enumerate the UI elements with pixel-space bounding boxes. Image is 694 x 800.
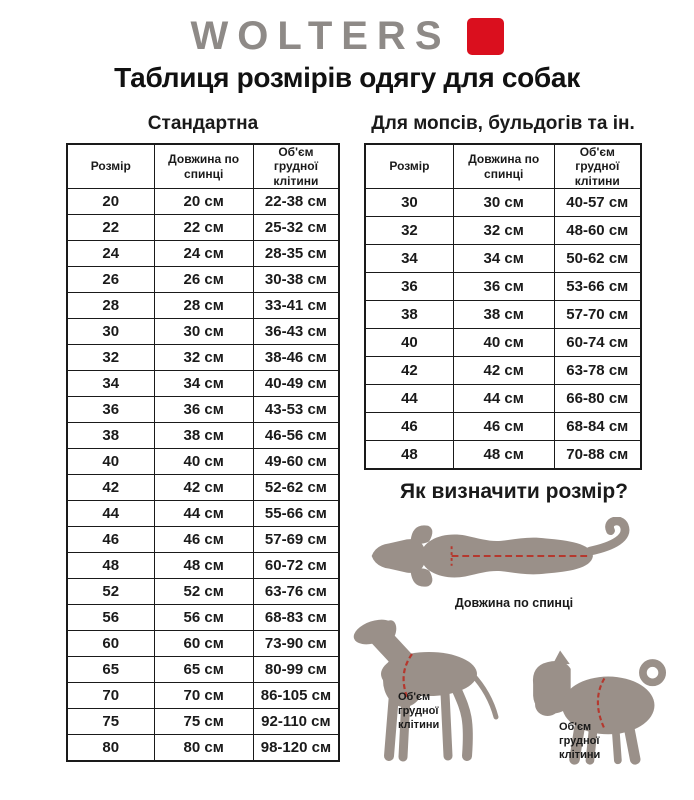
table-cell: 49-60 см — [253, 449, 339, 475]
table-cell: 63-76 см — [253, 579, 339, 605]
table-cell: 22 — [67, 215, 154, 241]
table-row — [67, 293, 339, 319]
table-cell: 36-43 см — [253, 319, 339, 345]
table-row — [365, 301, 641, 329]
table-cell: 42 см — [154, 475, 253, 501]
table-cell: 48-60 см — [554, 217, 641, 245]
table-row — [67, 501, 339, 527]
table-cell: 30 см — [154, 319, 253, 345]
table-row — [67, 605, 339, 631]
table-cell: 60 — [67, 631, 154, 657]
table-cell: 38 — [365, 301, 453, 329]
table-cell: 38 см — [453, 301, 554, 329]
table-row — [365, 441, 641, 469]
bulldog-side-view-figure — [519, 638, 684, 768]
table-cell: 48 — [67, 553, 154, 579]
table-cell: 48 см — [154, 553, 253, 579]
brand-logo-text: WOLTERS — [190, 14, 451, 58]
pugs-size-table — [364, 143, 642, 470]
table-cell: 40 см — [453, 329, 554, 357]
table-row — [67, 579, 339, 605]
column-header: Розмір — [67, 144, 154, 189]
table-cell: 34 см — [154, 371, 253, 397]
table-cell: 42 — [365, 357, 453, 385]
chest-volume-label: Об'єм грудної клітини — [559, 720, 601, 762]
table-cell: 20 см — [154, 189, 253, 215]
table-cell: 46 см — [453, 413, 554, 441]
table-cell: 32 — [365, 217, 453, 245]
header-row — [67, 144, 339, 189]
table-cell: 26 — [67, 267, 154, 293]
dog-head-shape — [372, 539, 425, 573]
table-cell: 28 см — [154, 293, 253, 319]
pugs-table-section — [364, 113, 642, 768]
back-length-label: Довжина по спинці — [454, 595, 574, 610]
table-cell: 38-46 см — [253, 345, 339, 371]
table-cell: 75 — [67, 709, 154, 735]
table-cell: 40 — [365, 329, 453, 357]
table-cell: 48 см — [453, 441, 554, 469]
table-row — [365, 273, 641, 301]
table-cell: 28-35 см — [253, 241, 339, 267]
table-cell: 40-57 см — [554, 189, 641, 217]
table-cell: 24 см — [154, 241, 253, 267]
table-cell: 86-105 см — [253, 683, 339, 709]
dog-top-view-illustration — [364, 517, 664, 595]
table-cell: 55-66 см — [253, 501, 339, 527]
table-cell: 68-83 см — [253, 605, 339, 631]
table-cell: 36 см — [154, 397, 253, 423]
table-cell: 28 — [67, 293, 154, 319]
table-cell: 30 см — [453, 189, 554, 217]
dog-side-view-figure — [344, 614, 504, 768]
table-cell: 42 см — [453, 357, 554, 385]
table-cell: 80 — [67, 735, 154, 761]
table-cell: 30-38 см — [253, 267, 339, 293]
table-cell: 46-56 см — [253, 423, 339, 449]
table-row — [67, 735, 339, 761]
dog-leg-shape — [389, 694, 394, 756]
table-row — [67, 631, 339, 657]
column-header: Об'єм грудної клітини — [554, 144, 641, 189]
table-cell: 57-69 см — [253, 527, 339, 553]
table-cell: 26 см — [154, 267, 253, 293]
table-cell: 34 — [67, 371, 154, 397]
table-cell: 52 — [67, 579, 154, 605]
table-cell: 32 — [67, 345, 154, 371]
table-cell: 40 см — [154, 449, 253, 475]
column-header: Довжина по спинці — [154, 144, 253, 189]
table-cell: 44 — [67, 501, 154, 527]
table-row — [67, 189, 339, 215]
table-cell: 80-99 см — [253, 657, 339, 683]
brand-header — [0, 0, 694, 56]
table-cell: 57-70 см — [554, 301, 641, 329]
table-cell: 30 — [67, 319, 154, 345]
table-cell: 32 см — [154, 345, 253, 371]
table-cell: 36 — [365, 273, 453, 301]
standard-size-table — [66, 143, 340, 762]
table-cell: 68-84 см — [554, 413, 641, 441]
table-cell: 80 см — [154, 735, 253, 761]
table-cell: 73-90 см — [253, 631, 339, 657]
table-cell: 98-120 см — [253, 735, 339, 761]
table-row — [365, 189, 641, 217]
standard-table-caption: Стандартна — [147, 113, 259, 134]
table-cell: 44 см — [154, 501, 253, 527]
column-header: Розмір — [365, 144, 453, 189]
table-cell: 70 см — [154, 683, 253, 709]
table-cell: 48 — [365, 441, 453, 469]
table-cell: 65 см — [154, 657, 253, 683]
table-row — [67, 371, 339, 397]
large-dog-side-illustration — [344, 614, 504, 764]
table-cell: 46 — [67, 527, 154, 553]
table-cell: 36 см — [453, 273, 554, 301]
table-cell: 22-38 см — [253, 189, 339, 215]
table-cell: 60 см — [154, 631, 253, 657]
table-cell: 25-32 см — [253, 215, 339, 241]
table-cell: 63-78 см — [554, 357, 641, 385]
table-cell: 40 — [67, 449, 154, 475]
table-row — [67, 709, 339, 735]
table-row — [365, 217, 641, 245]
table-cell: 38 см — [154, 423, 253, 449]
header-row — [365, 144, 641, 189]
dog-curled-tail-shape — [643, 663, 662, 682]
how-to-measure-section — [344, 480, 684, 768]
table-cell: 36 — [67, 397, 154, 423]
table-cell: 40-49 см — [253, 371, 339, 397]
column-header: Довжина по спинці — [453, 144, 554, 189]
table-cell: 34 — [365, 245, 453, 273]
table-row — [365, 329, 641, 357]
table-cell: 92-110 см — [253, 709, 339, 735]
how-to-measure-title: Як визначити розмір? — [400, 479, 628, 503]
table-cell: 53-66 см — [554, 273, 641, 301]
table-cell: 22 см — [154, 215, 253, 241]
table-cell: 44 — [365, 385, 453, 413]
table-cell: 52 см — [154, 579, 253, 605]
table-cell: 75 см — [154, 709, 253, 735]
table-cell: 20 — [67, 189, 154, 215]
table-cell: 34 см — [453, 245, 554, 273]
dog-jowls-shape — [535, 693, 560, 716]
table-row — [365, 357, 641, 385]
table-row — [365, 385, 641, 413]
chest-volume-label: Об'єм грудної клітини — [398, 690, 440, 732]
table-row — [365, 413, 641, 441]
table-row — [67, 475, 339, 501]
table-cell: 43-53 см — [253, 397, 339, 423]
table-cell: 33-41 см — [253, 293, 339, 319]
table-cell: 24 — [67, 241, 154, 267]
table-row — [365, 245, 641, 273]
page-title: Таблиця розмірів одягу для собак — [114, 62, 580, 93]
table-row — [67, 267, 339, 293]
dog-tail-shape — [590, 521, 625, 551]
table-row — [67, 449, 339, 475]
table-cell: 66-80 см — [554, 385, 641, 413]
pugs-table-caption: Для мопсів, бульдогів та ін. — [371, 113, 635, 134]
table-cell: 42 — [67, 475, 154, 501]
table-cell: 56 см — [154, 605, 253, 631]
dog-leg-shape — [629, 729, 635, 759]
table-cell: 46 см — [154, 527, 253, 553]
table-row — [67, 657, 339, 683]
table-cell: 60-74 см — [554, 329, 641, 357]
table-cell: 50-62 см — [554, 245, 641, 273]
content — [0, 94, 694, 768]
table-cell: 44 см — [453, 385, 554, 413]
column-header: Об'єм грудної клітини — [253, 144, 339, 189]
table-row — [67, 215, 339, 241]
standard-table-section — [66, 113, 340, 768]
table-row — [67, 423, 339, 449]
dog-top-view-figure — [364, 517, 664, 595]
table-cell: 38 — [67, 423, 154, 449]
dogs-side-view-row — [344, 614, 684, 768]
table-cell: 65 — [67, 657, 154, 683]
brand-logo-square-icon — [467, 18, 504, 55]
table-cell: 52-62 см — [253, 475, 339, 501]
table-cell: 46 — [365, 413, 453, 441]
table-cell: 70 — [67, 683, 154, 709]
table-cell: 32 см — [453, 217, 554, 245]
table-row — [67, 397, 339, 423]
table-row — [67, 683, 339, 709]
table-row — [67, 553, 339, 579]
table-row — [67, 241, 339, 267]
table-row — [67, 319, 339, 345]
table-cell: 56 — [67, 605, 154, 631]
table-cell: 60-72 см — [253, 553, 339, 579]
table-row — [67, 527, 339, 553]
table-cell: 30 — [365, 189, 453, 217]
dog-tail-shape — [472, 674, 496, 717]
table-cell: 70-88 см — [554, 441, 641, 469]
table-row — [67, 345, 339, 371]
